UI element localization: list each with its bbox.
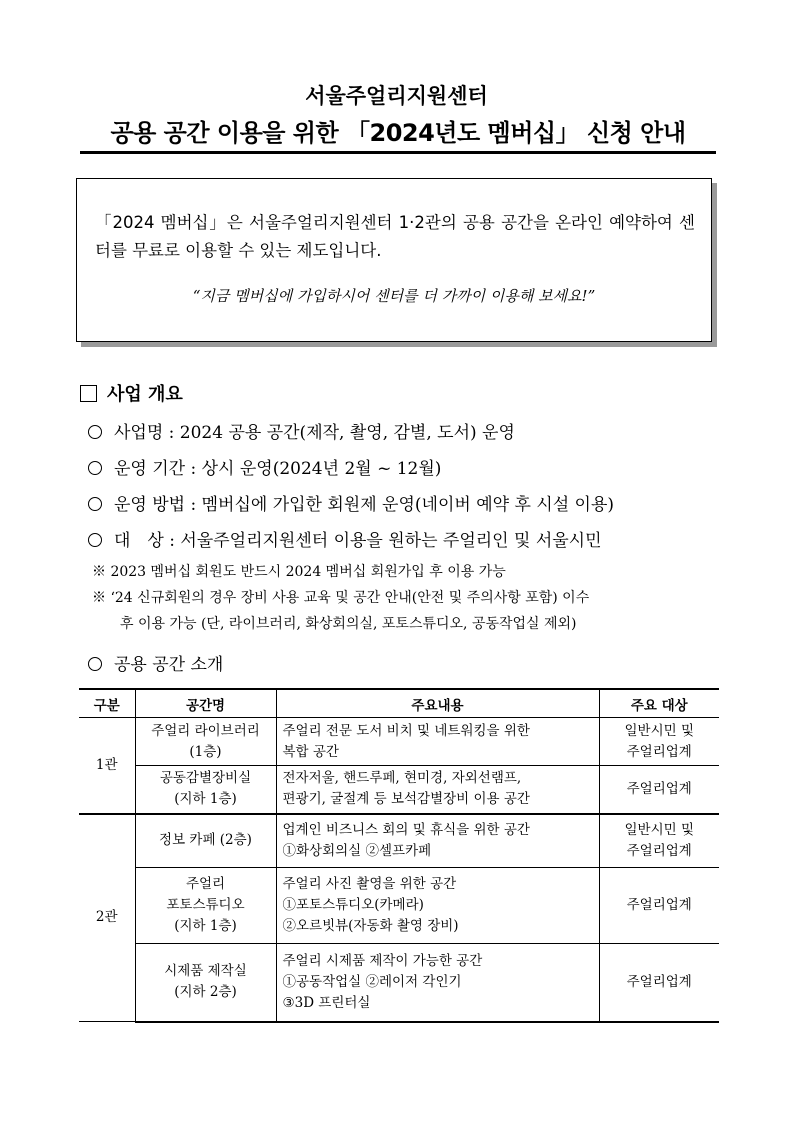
circle-bullet-icon <box>88 497 102 511</box>
overview-item: 운영 기간 : 상시 운영(2024년 2월 ~ 12월) <box>88 454 441 479</box>
section-heading <box>80 380 183 406</box>
header-cell: 주요내용 <box>276 689 599 718</box>
sub-heading: 공용 공간 소개 <box>88 650 223 675</box>
overview-item: 대 상 : 서울주얼리지원센터 이용을 원하는 주얼리인 및 서울시민 <box>88 526 602 551</box>
note: ※ 2023 멤버십 회원도 반드시 2024 멤버십 회원가입 후 이용 가능 <box>92 564 506 580</box>
space-name-cell: 시제품 제작실 (지하 2층) <box>135 944 276 1022</box>
target-cell: 일반시민 및 주얼리업계 <box>599 718 719 766</box>
content-cell: 전자저울, 핸드루페, 현미경, 자외선램프, 편광기, 굴절계 등 보석감별장비 이용 공간 <box>276 766 599 814</box>
overview-item: 사업명 : 2024 공용 공간(제작, 촬영, 감별, 도서) 운영 <box>88 418 515 443</box>
intro-quote: “지금 멤버십에 가입하시어 센터를 더 가까이 이용해 보세요!” <box>192 287 596 305</box>
group-cell: 1관 <box>79 718 135 814</box>
space-name-cell: 주얼리 포토스튜디오 (지하 1층) <box>135 868 276 944</box>
header-cell: 구분 <box>79 689 135 718</box>
space-name-cell: 공동감별장비실 (지하 1층) <box>135 766 276 814</box>
organization-name: 서울주얼리지원센터 <box>305 84 488 108</box>
overview-item: 운영 방법 : 멤버십에 가입한 회원제 운영(네이버 예약 후 시설 이용) <box>88 490 614 515</box>
table-row <box>79 868 719 944</box>
circle-bullet-icon <box>88 425 102 439</box>
space-name-cell: 주얼리 라이브러리 (1층) <box>135 718 276 766</box>
space-name-cell: 정보 카페 (2층) <box>135 814 276 868</box>
circle-bullet-icon <box>88 533 102 547</box>
note: ※ ‘24 신규회원의 경우 장비 사용 교육 및 공간 안내(안전 및 주의사항 포함) 이수 <box>92 590 590 606</box>
content-cell: 주얼리 시제품 제작이 가능한 공간 ①공동작업실 ②레이저 각인기 ③3D 프린터실 <box>276 944 599 1022</box>
target-cell: 주얼리업계 <box>599 944 719 1022</box>
intro-text: 「2024 멤버십」은 서울주얼리지원센터 1·2관의 공용 공간을 온라인 예약하여 센터를 무료로 이용할 수 있는 제도입니다. <box>95 213 695 260</box>
table-row <box>79 944 719 1022</box>
header-cell: 주요 대상 <box>599 689 719 718</box>
space-table <box>79 688 719 1023</box>
content-cell: 주얼리 사진 촬영을 위한 공간 ①포토스튜디오(카메라) ②오르빗뷰(자동화 촬영 장비) <box>276 868 599 944</box>
intro-box <box>76 178 712 342</box>
target-cell: 주얼리업계 <box>599 766 719 814</box>
note-continuation: 후 이용 가능 (단, 라이브러리, 화상회의실, 포토스튜디오, 공동작업실 제외) <box>120 616 577 632</box>
header-cell: 공간명 <box>135 689 276 718</box>
page-title: 공용 공간 이용을 위한 「2024년도 멤버십」 신청 안내 <box>80 113 716 154</box>
circle-bullet-icon <box>88 461 102 475</box>
table-row <box>79 718 719 766</box>
table-row <box>79 814 719 868</box>
circle-bullet-icon <box>88 657 102 671</box>
content-cell: 주얼리 전문 도서 비치 및 네트워킹을 위한 복합 공간 <box>276 718 599 766</box>
target-cell: 일반시민 및 주얼리업계 <box>599 814 719 868</box>
target-cell: 주얼리업계 <box>599 868 719 944</box>
square-bullet-icon <box>80 385 97 402</box>
group-cell: 2관 <box>79 814 135 1022</box>
section-title: 사업 개요 <box>107 384 183 405</box>
content-cell: 업계인 비즈니스 회의 및 휴식을 위한 공간 ①화상회의실 ②셀프카페 <box>276 814 599 868</box>
table-row <box>79 766 719 814</box>
